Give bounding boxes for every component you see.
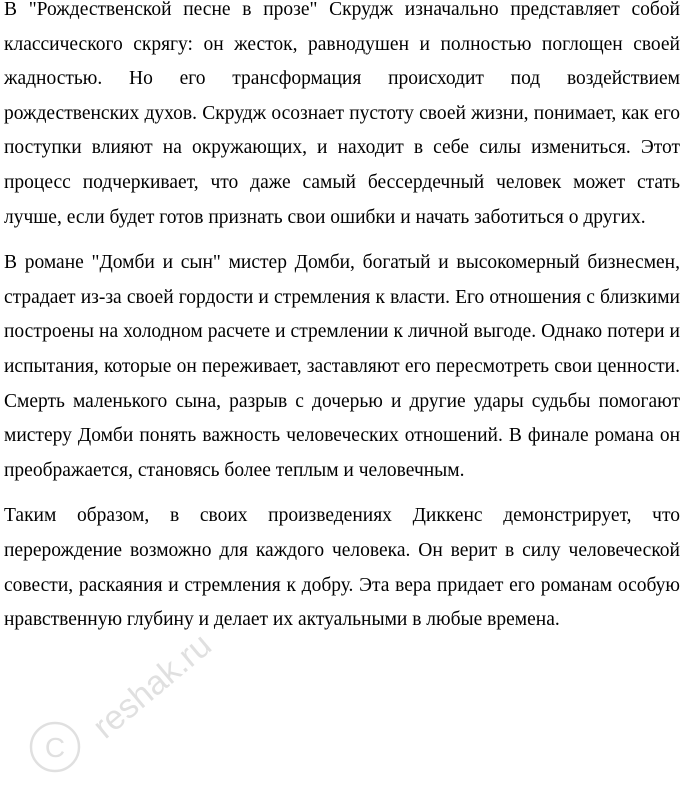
document-body <box>4 0 680 649</box>
copyright-icon <box>31 723 79 771</box>
paragraph-scrooge: В "Рождественской песне в прозе" Скрудж изначально представляет собой классического скрягу: он жесток, равнодушен и полностью поглощен своей жадностью. Но его трансформация происходит под воздействием рождественских духов. Скрудж осознает пустоту своей жизни, понимает, как его поступки влияют на окружающих, и находит в себе силы измениться. Этот процесс подчеркивает, что даже самый бессердечный человек может стать лучше, если будет готов признать свои ошибки и начать заботиться о других. <box>4 0 680 228</box>
paragraph-dombey: В романе "Домби и сын" мистер Домби, богатый и высокомерный бизнесмен, страдает из-за своей гордости и стремления к власти. Его отношения с близкими построены на холодном расчете и стремлении к личной выгоде. Однако потери и испытания, которые он переживает, заставляют его пересмотреть свои ценности. Смерть маленького сына, разрыв с дочерью и другие удары судьбы помогают мистеру Домби понять важность человеческих отношений. В финале романа он преображается, становясь более теплым и человечным. <box>4 252 680 481</box>
copyright-glyph: C <box>44 732 66 763</box>
watermark-text: reshak.ru <box>85 625 219 747</box>
paragraph-conclusion: Таким образом, в своих произведениях Диккенс демонстрирует, что перерождение возможно для каждого человека. Он верит в силу человеческой совести, раскаяния и стремления к добру. Эта вера придает его романам особую нравственную глубину и делает их актуальными в любые времена. <box>4 505 680 631</box>
